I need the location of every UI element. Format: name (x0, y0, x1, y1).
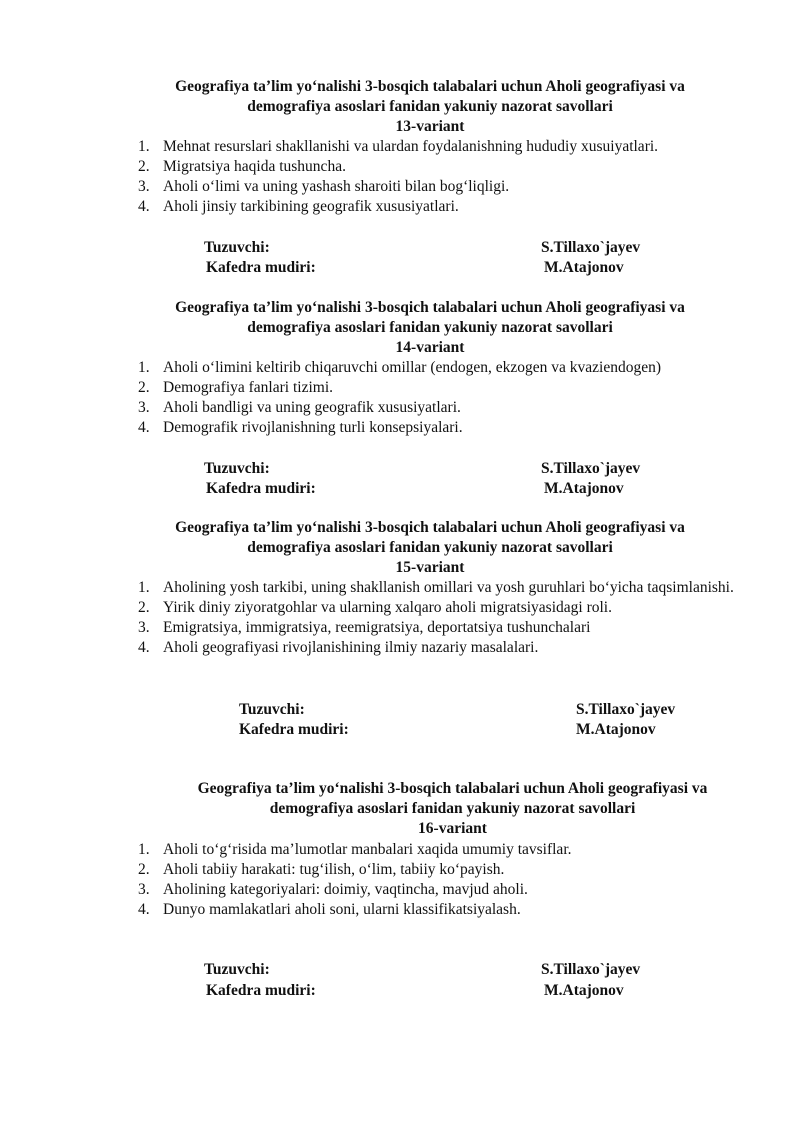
question-item (138, 418, 743, 438)
variant-13-header (120, 77, 740, 137)
question-item (138, 860, 743, 880)
exam-title-line2: demografiya asoslari fanidan yakuniy nazorat savollari (247, 98, 613, 115)
department-head-name: M.Atajonov (544, 480, 624, 497)
department-head-label: Kafedra mudiri: (206, 480, 316, 497)
question-text: Migratsiya haqida tushuncha. (163, 158, 346, 175)
question-item (138, 137, 743, 157)
exam-title-line1: Geografiya ta’lim yo‘nalishi 3-bosqich talabalari uchun Aholi geografiyasi va (175, 519, 685, 536)
question-item (138, 398, 743, 418)
question-number: 1. (138, 841, 150, 858)
question-number: 1. (138, 359, 150, 376)
question-item (138, 578, 743, 598)
department-head-label: Kafedra mudiri: (206, 982, 316, 999)
question-item (138, 638, 743, 658)
compiler-name: S.Tillaxo`jayev (576, 701, 676, 718)
question-item (138, 840, 743, 860)
question-item (138, 900, 743, 920)
variant-number: 14-variant (395, 339, 465, 356)
question-text: Aholi tabiiy harakati: tug‘ilish, o‘lim, tabiiy ko‘payish. (163, 861, 505, 878)
question-number: 2. (138, 599, 150, 616)
compiler-name: S.Tillaxo`jayev (541, 239, 641, 256)
variant-16-header (140, 779, 765, 839)
question-text: Aholi jinsiy tarkibining geografik xususiyatlari. (163, 198, 459, 215)
question-list (138, 840, 743, 920)
variant-number: 13-variant (395, 118, 465, 135)
question-item (138, 197, 743, 217)
question-number: 4. (138, 639, 150, 656)
question-text: Demografiya fanlari tizimi. (163, 379, 334, 396)
question-item (138, 378, 743, 398)
compiler-name: S.Tillaxo`jayev (541, 961, 641, 978)
question-number: 2. (138, 861, 150, 878)
exam-title-line1: Geografiya ta’lim yo‘nalishi 3-bosqich talabalari uchun Aholi geografiyasi va (175, 299, 685, 316)
question-text: Yirik diniy ziyoratgohlar va ularning xalqaro aholi migratsiyasidagi roli. (163, 599, 612, 616)
department-head-name: M.Atajonov (544, 259, 624, 276)
question-number: 4. (138, 198, 150, 215)
department-head-label: Kafedra mudiri: (206, 259, 316, 276)
question-list (138, 137, 743, 217)
question-text: Emigratsiya, immigratsiya, reemigratsiya, deportatsiya tushunchalari (163, 619, 591, 636)
question-number: 3. (138, 619, 150, 636)
compiler-name: S.Tillaxo`jayev (541, 460, 641, 477)
department-head-name: M.Atajonov (576, 721, 656, 738)
question-item (138, 618, 743, 638)
compiler-label: Tuzuvchi: (204, 460, 270, 477)
question-number: 3. (138, 178, 150, 195)
question-list (138, 358, 743, 438)
question-number: 2. (138, 158, 150, 175)
variant-15-header (120, 518, 740, 578)
variant-14-header (120, 298, 740, 358)
question-item (138, 358, 743, 378)
exam-title-line2: demografiya asoslari fanidan yakuniy nazorat savollari (247, 539, 613, 556)
question-item (138, 880, 743, 900)
question-number: 1. (138, 138, 150, 155)
question-item (138, 177, 743, 197)
question-text: Aholi to‘g‘risida ma’lumotlar manbalari xaqida umumiy tavsiflar. (163, 841, 572, 858)
question-item (138, 598, 743, 618)
question-number: 2. (138, 379, 150, 396)
question-number: 1. (138, 579, 150, 596)
question-text: Aholi bandligi va uning geografik xususiyatlari. (163, 399, 461, 416)
question-number: 3. (138, 881, 150, 898)
question-number: 4. (138, 901, 150, 918)
question-text: Mehnat resurslari shakllanishi va ulardan foydalanishning hududiy xusuiyatlari. (163, 138, 659, 155)
compiler-label: Tuzuvchi: (204, 961, 270, 978)
question-text: Aholining kategoriyalari: doimiy, vaqtincha, mavjud aholi. (163, 881, 528, 898)
question-text: Aholi geografiyasi rivojlanishining ilmiy nazariy masalalari. (163, 639, 539, 656)
compiler-label: Tuzuvchi: (239, 701, 305, 718)
department-head-name: M.Atajonov (544, 982, 624, 999)
exam-title-line2: demografiya asoslari fanidan yakuniy nazorat savollari (269, 800, 636, 817)
question-item (138, 157, 743, 177)
exam-title-line2: demografiya asoslari fanidan yakuniy nazorat savollari (247, 319, 613, 336)
question-text: Aholining yosh tarkibi, uning shakllanish omillari va yosh guruhlari bo‘yicha taqsimlanishi. (163, 579, 734, 596)
exam-title-line1: Geografiya ta’lim yo‘nalishi 3-bosqich talabalari uchun Aholi geografiyasi va (175, 78, 685, 95)
question-number: 3. (138, 399, 150, 416)
department-head-label: Kafedra mudiri: (239, 721, 349, 738)
variant-number: 15-variant (395, 559, 465, 576)
exam-title-line1: Geografiya ta’lim yo‘nalishi 3-bosqich talabalari uchun Aholi geografiyasi va (197, 780, 708, 797)
question-text: Aholi o‘limi va uning yashash sharoiti bilan bog‘liqligi. (163, 178, 510, 195)
question-text: Demografik rivojlanishning turli konsepsiyalari. (163, 419, 463, 436)
variant-number: 16-variant (418, 820, 487, 837)
question-number: 4. (138, 419, 150, 436)
question-text: Aholi o‘limini keltirib chiqaruvchi omillar (endogen, ekzogen va kvaziendogen) (163, 359, 661, 376)
compiler-label: Tuzuvchi: (204, 239, 270, 256)
question-list (138, 578, 743, 658)
question-text: Dunyo mamlakatlari aholi soni, ularni klassifikatsiyalash. (163, 901, 521, 918)
